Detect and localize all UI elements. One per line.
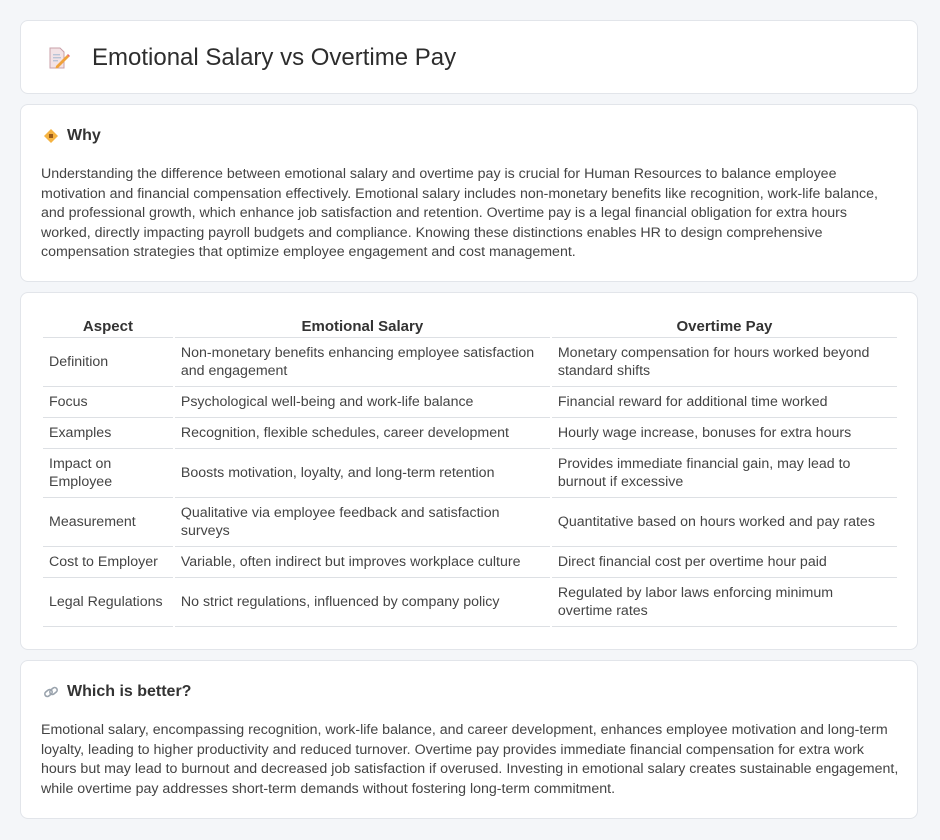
comparison-table — [41, 315, 899, 627]
cell-emotional: Psychological well-being and work-life balance — [175, 387, 550, 418]
cell-emotional: Non-monetary benefits enhancing employee satisfaction and engagement — [175, 338, 550, 387]
cell-emotional: Boosts motivation, loyalty, and long-term retention — [175, 449, 550, 498]
header-emotional-salary: Emotional Salary — [175, 315, 550, 338]
cell-overtime: Monetary compensation for hours worked beyond standard shifts — [552, 338, 897, 387]
table-row — [43, 498, 897, 547]
table-header-row — [43, 315, 897, 338]
header-aspect: Aspect — [43, 315, 173, 338]
cell-aspect: Definition — [43, 338, 173, 387]
why-heading — [43, 125, 101, 147]
cell-aspect: Impact on Employee — [43, 449, 173, 498]
better-heading — [43, 681, 191, 703]
why-title: Why — [67, 127, 101, 144]
why-section — [20, 104, 918, 282]
table-row — [43, 418, 897, 449]
document-pencil-icon — [46, 46, 70, 70]
comparison-section — [20, 292, 918, 650]
table-row — [43, 338, 897, 387]
better-text: Emotional salary, encompassing recognition, work-life balance, and career development, enhances employee motivation and long-term loyalty, leading to higher productivity and reduced turnover. Overtime pay provides immediate financial compensation for extra work hours but may lead to burnout and decreased job satisfaction if overused. Investing in emotional salary creates sustainable engagement, while overtime pay addresses short-term demands without fostering long-term commitment. — [41, 722, 899, 797]
cell-aspect: Legal Regulations — [43, 578, 173, 627]
cell-overtime: Direct financial cost per overtime hour paid — [552, 547, 897, 578]
cell-aspect: Examples — [43, 418, 173, 449]
cell-emotional: Recognition, flexible schedules, career development — [175, 418, 550, 449]
table-row — [43, 449, 897, 498]
page-title: Emotional Salary vs Overtime Pay — [92, 44, 457, 71]
cell-overtime: Regulated by labor laws enforcing minimum overtime rates — [552, 578, 897, 627]
cell-aspect: Focus — [43, 387, 173, 418]
cell-overtime: Provides immediate financial gain, may lead to burnout if excessive — [552, 449, 897, 498]
cell-aspect: Cost to Employer — [43, 547, 173, 578]
cell-aspect: Measurement — [43, 498, 173, 547]
cell-overtime: Quantitative based on hours worked and pay rates — [552, 498, 897, 547]
which-is-better-section — [20, 660, 918, 819]
cell-emotional: No strict regulations, influenced by company policy — [175, 578, 550, 627]
table-row — [43, 547, 897, 578]
diamond-sign-icon — [43, 128, 59, 144]
table-row — [43, 387, 897, 418]
table-row — [43, 578, 897, 627]
link-icon — [43, 684, 59, 700]
better-title: Which is better? — [67, 683, 192, 700]
cell-emotional: Variable, often indirect but improves workplace culture — [175, 547, 550, 578]
cell-overtime: Hourly wage increase, bonuses for extra hours — [552, 418, 897, 449]
cell-emotional: Qualitative via employee feedback and satisfaction surveys — [175, 498, 550, 547]
why-text: Understanding the difference between emotional salary and overtime pay is crucial for Human Resources to balance employee motivation and financial compensation effectively. Emotional salary includes non-monetary benefits like recognition, work-life balance, and professional growth, which enhance job satisfaction and retention. Overtime pay is a legal financial obligation for extra hours worked, directly impacting payroll budgets and compliance. Knowing these distinctions enables HR to design comprehensive compensation strategies that optimize employee engagement and cost management. — [41, 166, 878, 261]
cell-overtime: Financial reward for additional time worked — [552, 387, 897, 418]
header-overtime-pay: Overtime Pay — [552, 315, 897, 338]
